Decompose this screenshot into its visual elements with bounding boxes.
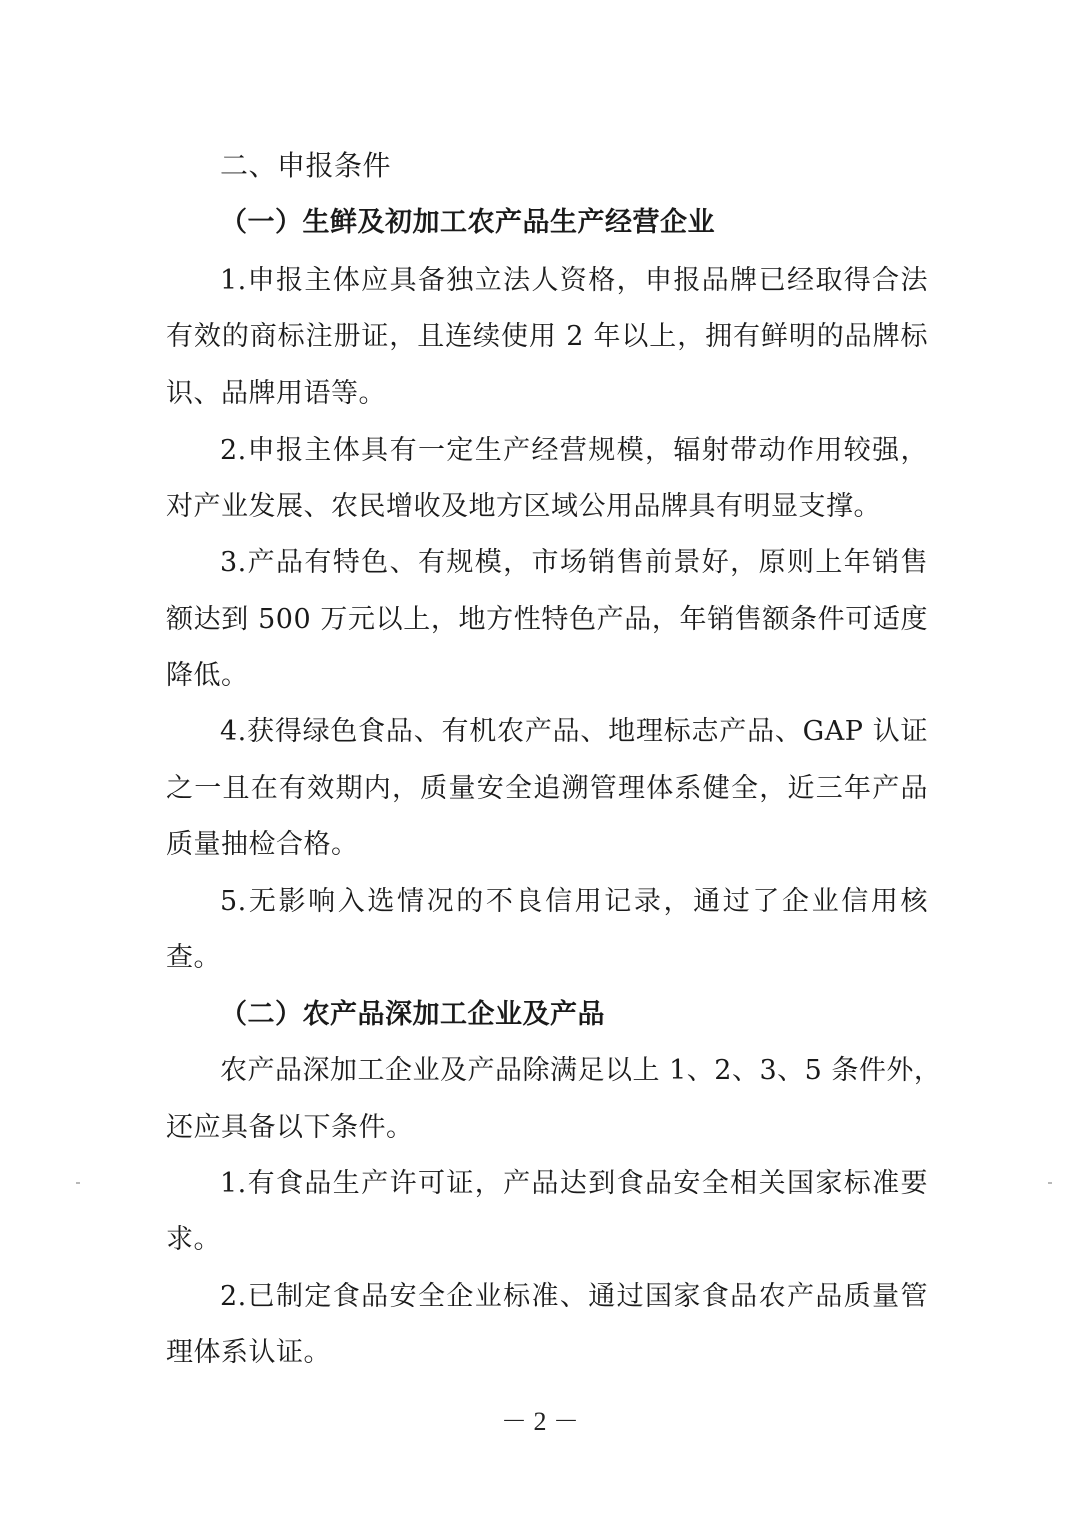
- sub1-item2-line2: 对产业发展、农民增收及地方区域公用品牌具有明显支撑。: [166, 491, 881, 522]
- sub1-item3-line2: 额达到 500 万元以上，地方性特色产品，年销售额条件可适度: [166, 604, 928, 635]
- sub2-item2-line1: 2.已制定食品安全企业标准、通过国家食品农产品质量管: [220, 1281, 928, 1312]
- sub1-item4-line1: 4.获得绿色食品、有机农产品、地理标志产品、GAP 认证: [220, 716, 928, 747]
- sub1-item4-line2: 之一且在有效期内，质量安全追溯管理体系健全，近三年产品: [166, 773, 928, 804]
- sub2-item1-line2: 求。: [166, 1224, 221, 1255]
- subsection-title-2: （二）农产品深加工企业及产品: [220, 999, 605, 1030]
- sub1-item1-line1: 1.申报主体应具备独立法人资格，申报品牌已经取得合法: [220, 265, 928, 296]
- section-title: 二、申报条件: [220, 149, 392, 182]
- sub2-intro-line2: 还应具备以下条件。: [166, 1112, 414, 1143]
- page-number: － 2 －: [500, 1407, 579, 1436]
- sub2-item2-line2: 理体系认证。: [166, 1337, 331, 1368]
- sub1-item5-line1: 5.无影响入选情况的不良信用记录，通过了企业信用核: [220, 886, 928, 917]
- sub2-item1-line1: 1.有食品生产许可证，产品达到食品安全相关国家标准要: [220, 1168, 928, 1199]
- scan-speck: [1048, 1182, 1052, 1184]
- sub1-item5-line2: 查。: [166, 942, 221, 973]
- sub1-item1-line2: 有效的商标注册证，且连续使用 2 年以上，拥有鲜明的品牌标: [166, 321, 928, 352]
- sub1-item3-line3: 降低。: [166, 660, 249, 691]
- subsection-title-1: （一）生鲜及初加工农产品生产经营企业: [220, 207, 715, 238]
- scan-speck: [76, 1182, 80, 1184]
- sub1-item4-line3: 质量抽检合格。: [166, 829, 359, 860]
- sub2-intro-line1: 农产品深加工企业及产品除满足以上 1、2、3、5 条件外，: [220, 1055, 942, 1086]
- sub1-item1-line3: 识、品牌用语等。: [166, 378, 386, 409]
- sub1-item3-line1: 3.产品有特色、有规模，市场销售前景好，原则上年销售: [220, 547, 928, 578]
- sub1-item2-line1: 2.申报主体具有一定生产经营规模，辐射带动作用较强，: [220, 435, 928, 466]
